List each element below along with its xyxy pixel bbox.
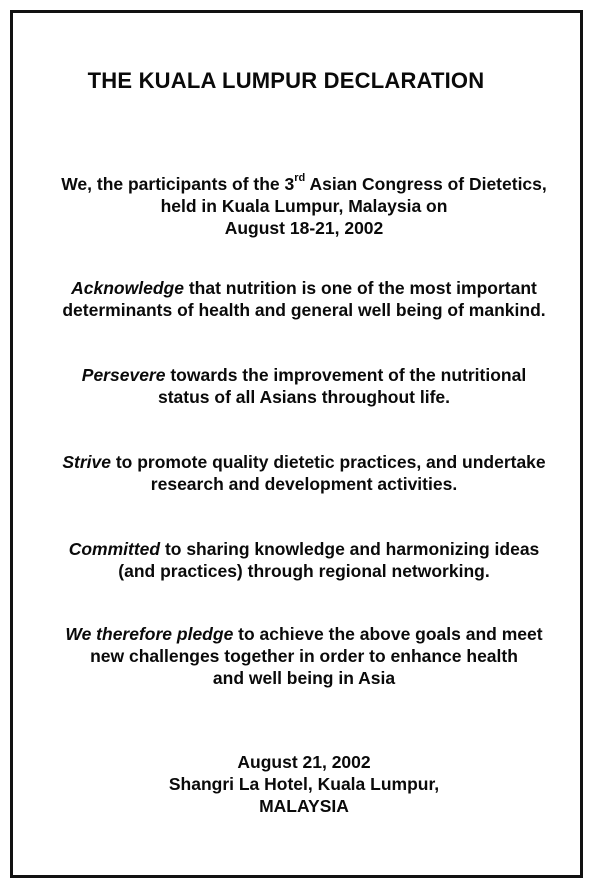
footer-venue: Shangri La Hotel, Kuala Lumpur, <box>168 774 440 794</box>
strive-paragraph: Strive to promote quality dietetic practices, and undertake research and development activities. <box>62 452 546 494</box>
persevere-lead: Persevere <box>81 365 166 385</box>
intro-line-3: August 18-21, 2002 <box>224 218 384 238</box>
footer-country: MALAYSIA <box>259 796 349 816</box>
document-border <box>10 10 583 878</box>
pledge-paragraph: We therefore pledge to achieve the above goals and meet new challenges together in order to enhance health and well being in Asia <box>65 624 543 688</box>
document-title: THE KUALA LUMPUR DECLARATION <box>87 68 485 93</box>
intro-paragraph <box>14 173 594 239</box>
pledge-lead: We therefore pledge <box>65 624 234 644</box>
strive-lead: Strive <box>62 452 111 472</box>
footer-date: August 21, 2002 <box>237 752 371 772</box>
signature-footer <box>14 751 594 817</box>
committed-paragraph: Committed to sharing knowledge and harmonizing ideas (and practices) through regional networking. <box>68 539 540 581</box>
committed-lead: Committed <box>68 539 161 559</box>
ordinal-suffix: rd <box>294 172 306 185</box>
intro-line-2: held in Kuala Lumpur, Malaysia on <box>160 196 448 216</box>
acknowledge-lead: Acknowledge <box>71 278 184 298</box>
persevere-paragraph: Persevere towards the improvement of the nutritional status of all Asians throughout life. <box>81 365 527 407</box>
acknowledge-paragraph: Acknowledge that nutrition is one of the most important determinants of health and general well being of mankind. <box>62 278 546 320</box>
intro-line-1: We, the participants of the 3rd Asian Congress of Dietetics, <box>61 172 547 194</box>
